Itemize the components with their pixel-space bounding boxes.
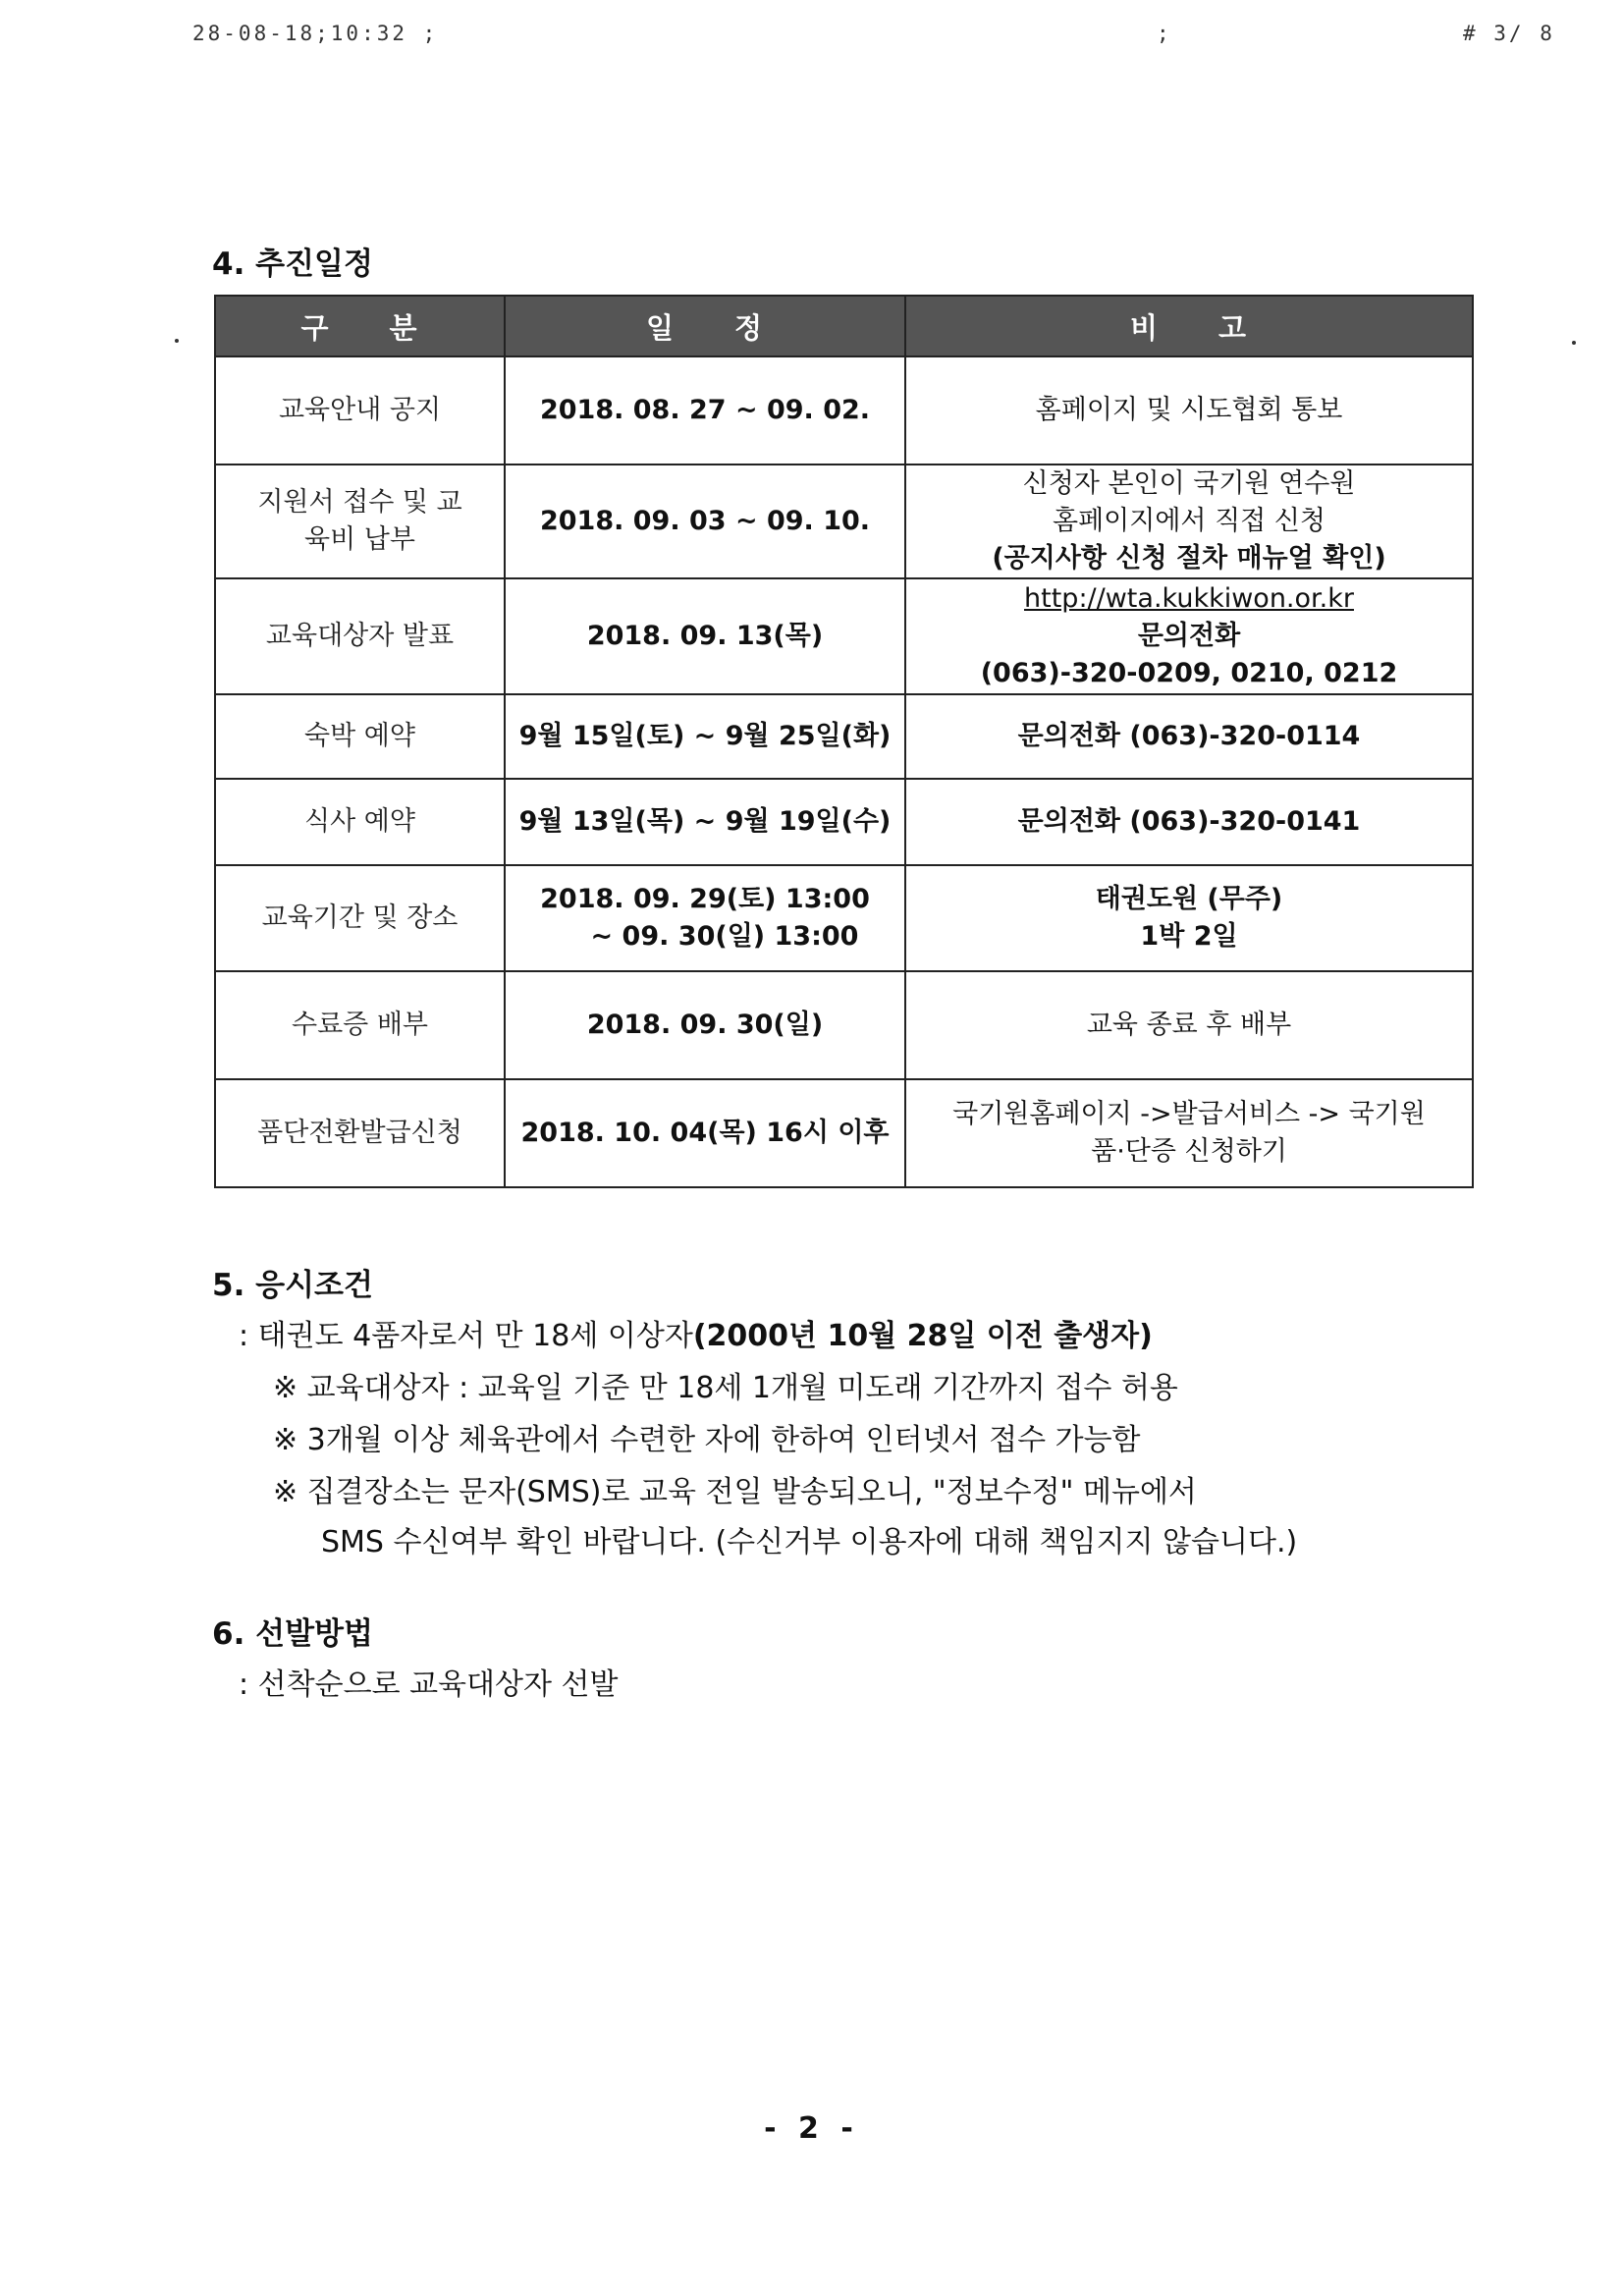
schedule-table <box>214 295 1474 1188</box>
row-date: 2018. 09. 30(일) <box>505 971 905 1079</box>
fax-header <box>0 22 1623 61</box>
row-note: http://wta.kukkiwon.or.kr 문의전화 (063)-320-0209, 0210, 0212 <box>905 578 1473 694</box>
row-note: 국기원홈페이지 ->발급서비스 -> 국기원 품·단증 신청하기 <box>905 1079 1473 1187</box>
eligibility-note-3-cont: SMS 수신여부 확인 바랍니다. (수신거부 이용자에 대해 책임지지 않습니다.) <box>321 1525 1298 1559</box>
row-note: 문의전화 (063)-320-0114 <box>905 694 1473 779</box>
table-row <box>215 1079 1473 1187</box>
header-category: 구 분 <box>215 296 505 356</box>
header-schedule: 일 정 <box>505 296 905 356</box>
row-category: 수료증 배부 <box>215 971 505 1079</box>
row-category: 식사 예약 <box>215 779 505 865</box>
eligibility-note-3: ※ 집결장소는 문자(SMS)로 교육 전일 발송되오니, "정보수정" 메뉴에서 <box>273 1475 1197 1509</box>
table-row <box>215 356 1473 465</box>
fax-timestamp: 28-08-18;10:32 ; <box>192 22 439 45</box>
row-category <box>215 465 505 578</box>
row-date: 2018. 09. 03 ~ 09. 10. <box>505 465 905 578</box>
row-note: 문의전화 (063)-320-0141 <box>905 779 1473 865</box>
row-note: 홈페이지 및 시도협회 통보 <box>905 356 1473 465</box>
row-category: 교육대상자 발표 <box>215 578 505 694</box>
eligibility-note-2: ※ 3개월 이상 체육관에서 수련한 자에 한하여 인터넷서 접수 가능함 <box>273 1423 1141 1457</box>
row-date: 9월 15일(토) ~ 9월 25일(화) <box>505 694 905 779</box>
fax-separator: ; <box>1157 22 1172 45</box>
row-date: 2018. 09. 29(토) 13:00 ~ 09. 30(일) 13:00 <box>505 865 905 971</box>
row-note: 교육 종료 후 배부 <box>905 971 1473 1079</box>
table-row <box>215 779 1473 865</box>
row-date: 2018. 08. 27 ~ 09. 02. <box>505 356 905 465</box>
section-4-title: 4. 추진일정 <box>212 246 373 282</box>
eligibility-line: : 태권도 4품자로서 만 18세 이상자(2000년 10월 28일 이전 출생자) <box>239 1319 1153 1353</box>
row-date: 2018. 09. 13(목) <box>505 578 905 694</box>
row-date: 2018. 10. 04(목) 16시 이후 <box>505 1079 905 1187</box>
page-number: - 2 - <box>764 2111 859 2146</box>
table-row <box>215 694 1473 779</box>
fax-page-count: # 3/ 8 <box>1463 22 1555 45</box>
eligibility-note-1: ※ 교육대상자 : 교육일 기준 만 18세 1개월 미도래 기간까지 접수 허용 <box>273 1371 1178 1405</box>
table-row <box>215 578 1473 694</box>
row-note: 태권도원 (무주) 1박 2일 <box>905 865 1473 971</box>
table-row <box>215 971 1473 1079</box>
scan-speck-right <box>1572 341 1576 345</box>
row-category: 교육기간 및 장소 <box>215 865 505 971</box>
row-category: 숙박 예약 <box>215 694 505 779</box>
row-category-text: 지원서 접수 및 교육비 납부 <box>257 487 462 555</box>
scan-speck-left <box>175 339 179 343</box>
header-notes: 비 고 <box>905 296 1473 356</box>
row-date: 9월 13일(목) ~ 9월 19일(수) <box>505 779 905 865</box>
selection-method: : 선착순으로 교육대상자 선발 <box>239 1667 619 1702</box>
row-note: 신청자 본인이 국기원 연수원 홈페이지에서 직접 신청 (공지사항 신청 절차 매뉴얼 확인) <box>905 465 1473 578</box>
section-6-title: 6. 선발방법 <box>212 1616 373 1652</box>
website-link[interactable]: http://wta.kukkiwon.or.kr <box>1024 583 1354 614</box>
table-row <box>215 865 1473 971</box>
section-5-title: 5. 응시조건 <box>212 1268 373 1303</box>
table-row <box>215 465 1473 578</box>
table-header-row <box>215 296 1473 356</box>
row-category: 교육안내 공지 <box>215 356 505 465</box>
row-category: 품단전환발급신청 <box>215 1079 505 1187</box>
